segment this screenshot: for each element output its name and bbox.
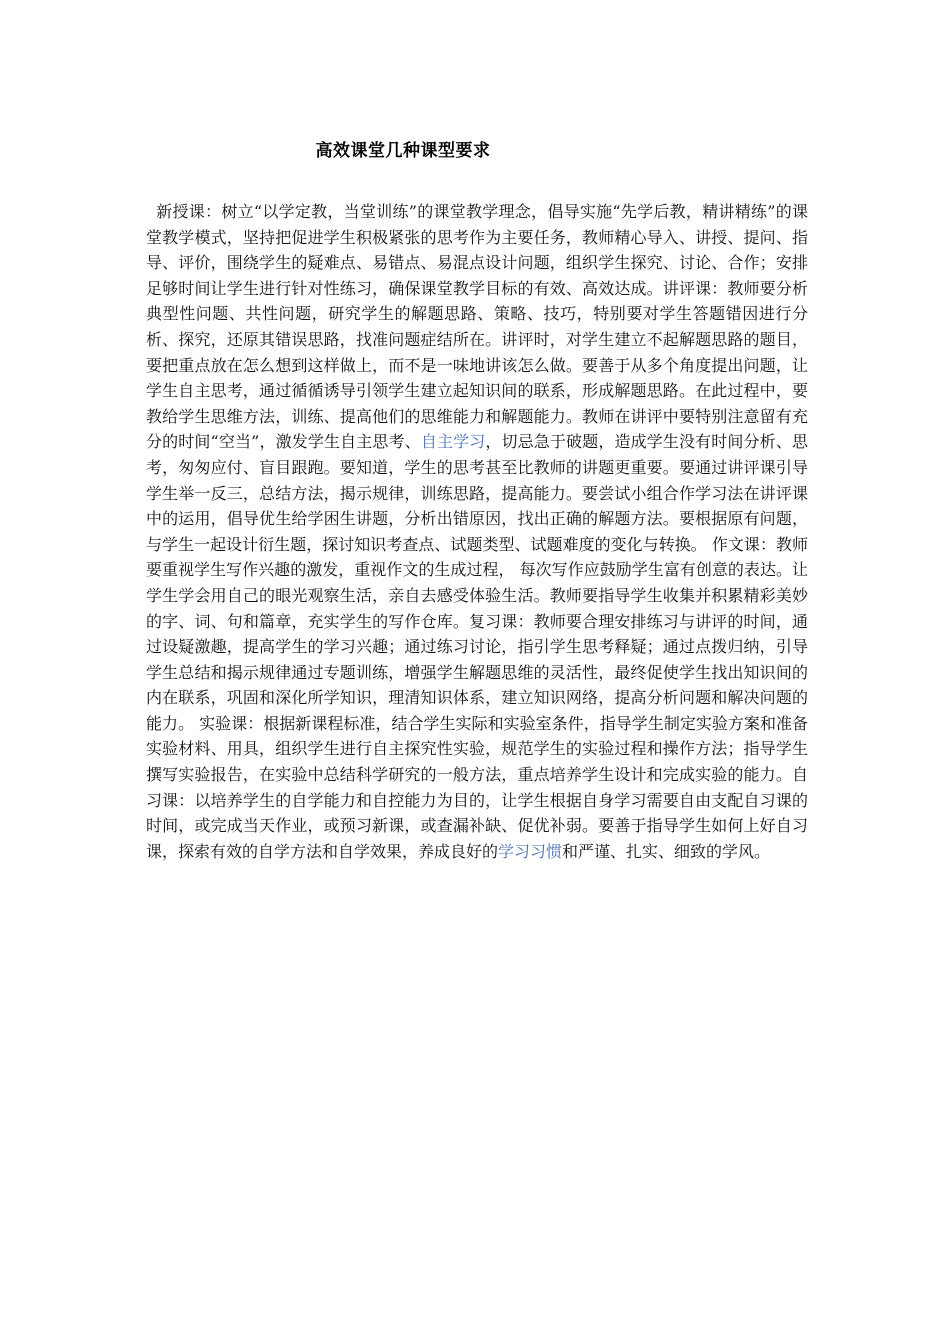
link-study-habits[interactable]: 学习习惯 [498,841,563,861]
body-segment-3: 和严谨、扎实、细致的学风。 [562,841,771,861]
body-segment-2: ，切忌急于破题，造成学生没有时间分析、思考，匆匆应付、盲目跟跑。要知道，学生的思考甚至比教师的讲题更重要。要通过讲评课引导学生举一反三，总结方法，揭示规律，训练思路，提高能力。要尝试小组合作学习法在讲评课中的运用，倡导优生给学困生讲题，分析出错原因，找出正确的解题方法。要根据原有问题，与学生一起设计衍生题，探讨知识考查点、试题类型、试题难度的变化与转换。 作文课：教师要重视学生写作兴趣的激发，重视作文的生成过程， 每次写作应鼓励学生富有创意的表达。让学生学会用自己的眼光观察生活，亲自去感受体验生活。教师要指导学生收集并积累精彩美妙的字、词、句和篇章，充实学生的写作仓库。复习课：教师要合理安排练习与讲评的时间，通过设疑激趣，提高学生的学习兴趣；通过练习讨论，指引学生思考释疑；通过点拨归纳，引导学生总结和揭示规律通过专题训练，增强学生解题思维的灵活性，最终促使学生找出知识间的内在联系，巩固和深化所学知识，理清知识体系，建立知识网络，提高分析问题和解决问题的能力。 实验课：根据新课程标准，结合学生实际和实验室条件，指导学生制定实验方案和准备实验材料、用具，组织学生进行自主探究性实验，规范学生的实验过程和操作方法；指导学生撰写实验报告，在实验中总结科学研究的一般方法，重点培养学生设计和完成实验的能力。自习课：以培养学生的自学能力和自控能力为目的，让学生根据自身学习需要自由支配自习课的时间，或完成当天作业，或预习新课，或查漏补缺、促优补弱。要善于指导学生如何上好自习课，探索有效的自学方法和自学效果，养成良好的 [146,432,808,861]
body-segment-1: 新授课：树立“以学定教，当堂训练”的课堂教学理念，倡导实施“先学后教，精讲精练”的课堂教学模式，坚持把促进学生积极紧张的思考作为主要任务，教师精心导入、讲授、提问、指导、评价，围绕学生的疑难点、易错点、易混点设计问题，组织学生探究、讨论、合作；安排足够时间让学生进行针对性练习，确保课堂教学目标的有效、高效达成。讲评课：教师要分析典型性问题、共性问题，研究学生的解题思路、策略、技巧，特别要对学生答题错因进行分析、探究，还原其错误思路，找准问题症结所在。讲评时，对学生建立不起解题思路的题目，要把重点放在怎么想到这样做上，而不是一味地讲该怎么做。要善于从多个角度提出问题，让学生自主思考，通过循循诱导引领学生建立起知识间的联系，形成解题思路。在此过程中，要教给学生思维方法，训练、提高他们的思维能力和解题能力。教师在讲评中要特别注意留有充分的时间“空当”，激发学生自主思考、 [146,202,808,452]
link-self-study[interactable]: 自主学习 [420,432,486,452]
document-title: 高效课堂几种课型要求 [315,141,491,161]
document-body [146,199,808,864]
